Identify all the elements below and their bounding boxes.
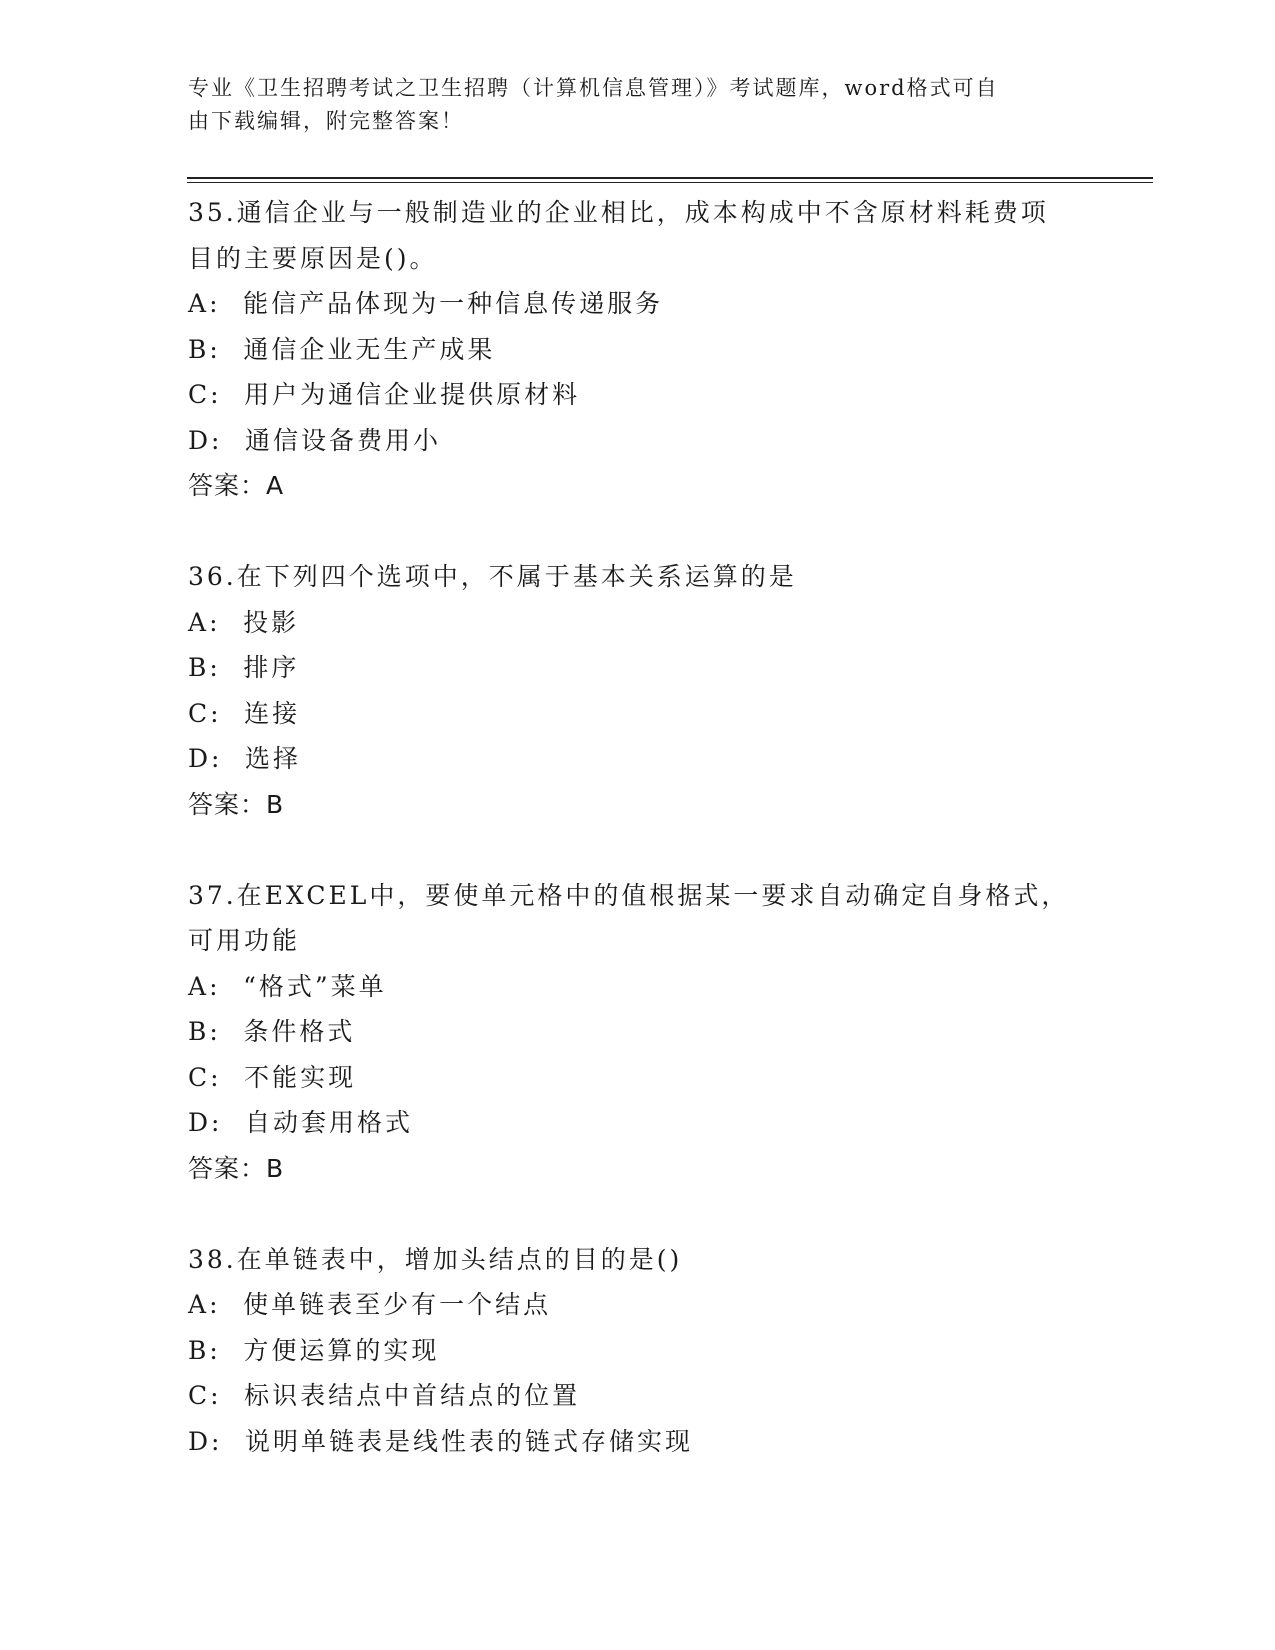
option-separator: : bbox=[209, 607, 221, 637]
question-stem-line: 38.在单链表中，增加头结点的目的是() bbox=[188, 1244, 683, 1274]
question-spacer bbox=[188, 1191, 1088, 1237]
option-text: 通信设备费用小 bbox=[245, 425, 442, 455]
header-line-1: 专业《卫生招聘考试之卫生招聘（计算机信息管理）》考试题库，word格式可自 bbox=[188, 76, 999, 100]
question-list bbox=[188, 190, 1088, 1464]
option-separator: : bbox=[210, 698, 222, 728]
answer-line: 答案：B bbox=[188, 1153, 285, 1183]
option-separator: : bbox=[211, 744, 223, 773]
option-d bbox=[188, 1100, 1088, 1146]
option-letter: B bbox=[188, 334, 210, 364]
option-letter: D bbox=[188, 744, 212, 773]
header-line-2: 由下载编辑，附完整答案！ bbox=[188, 109, 464, 133]
question-stem-line: 可用功能 bbox=[188, 926, 301, 955]
option-separator: : bbox=[209, 334, 221, 364]
question-block bbox=[188, 1237, 1088, 1465]
option-text: 选择 bbox=[245, 744, 302, 773]
option-text: 方便运算的实现 bbox=[243, 1335, 440, 1365]
option-text: 不能实现 bbox=[244, 1062, 357, 1092]
option-letter: A bbox=[188, 607, 210, 637]
option-text: 自动套用格式 bbox=[245, 1108, 414, 1137]
option-d bbox=[188, 1419, 1088, 1465]
option-letter: A bbox=[188, 1290, 210, 1319]
header-rule-thin bbox=[187, 182, 1153, 183]
option-text: 通信企业无生产成果 bbox=[243, 334, 496, 364]
option-separator: : bbox=[209, 1290, 221, 1319]
option-b bbox=[188, 645, 1088, 691]
question-stem-line: 35.通信企业与一般制造业的企业相比，成本构成中不含原材料耗费项 bbox=[188, 198, 1049, 227]
option-text: “格式”菜单 bbox=[243, 971, 387, 1001]
question-stem-line: 36.在下列四个选项中，不属于基本关系运算的是 bbox=[188, 562, 797, 591]
option-separator: : bbox=[211, 1108, 223, 1137]
option-letter: C bbox=[188, 1062, 211, 1092]
option-letter: D bbox=[188, 1426, 212, 1456]
option-a bbox=[188, 964, 1088, 1010]
option-separator: : bbox=[209, 1017, 221, 1046]
option-separator: : bbox=[209, 653, 221, 682]
option-separator: : bbox=[210, 380, 222, 409]
option-text: 排序 bbox=[243, 653, 300, 682]
option-text: 条件格式 bbox=[243, 1017, 356, 1046]
option-text: 连接 bbox=[244, 698, 301, 728]
option-text: 使单链表至少有一个结点 bbox=[243, 1290, 552, 1319]
option-separator: : bbox=[209, 1335, 221, 1365]
option-letter: D bbox=[188, 425, 212, 455]
option-separator: : bbox=[210, 1062, 222, 1092]
option-letter: C bbox=[188, 698, 211, 728]
option-c bbox=[188, 1055, 1088, 1101]
answer-line: 答案：A bbox=[188, 471, 285, 500]
option-text: 说明单链表是线性表的链式存储实现 bbox=[245, 1426, 694, 1456]
header-rule-thick bbox=[187, 177, 1153, 179]
option-letter: C bbox=[188, 380, 211, 409]
option-c bbox=[188, 1373, 1088, 1419]
option-b bbox=[188, 327, 1088, 373]
question-stem-line: 目的主要原因是()。 bbox=[188, 243, 438, 273]
option-text: 标识表结点中首结点的位置 bbox=[244, 1381, 581, 1410]
option-letter: D bbox=[188, 1108, 212, 1137]
option-letter: A bbox=[188, 289, 210, 318]
option-d bbox=[188, 736, 1088, 782]
option-separator: : bbox=[211, 1426, 223, 1456]
answer-line: 答案：B bbox=[188, 789, 285, 819]
question-spacer bbox=[188, 827, 1088, 873]
question-block bbox=[188, 554, 1088, 827]
document-header bbox=[188, 72, 1088, 138]
option-c bbox=[188, 372, 1088, 418]
option-separator: : bbox=[211, 425, 223, 455]
option-letter: B bbox=[188, 1335, 210, 1365]
question-stem-line: 37.在EXCEL中，要使单元格中的值根据某一要求自动确定自身格式， bbox=[188, 880, 1070, 910]
option-c bbox=[188, 691, 1088, 737]
option-a bbox=[188, 1282, 1088, 1328]
option-text: 能信产品体现为一种信息传递服务 bbox=[243, 289, 664, 318]
option-letter: C bbox=[188, 1381, 211, 1410]
option-letter: B bbox=[188, 1017, 210, 1046]
option-separator: : bbox=[210, 1381, 222, 1410]
question-block bbox=[188, 873, 1088, 1192]
option-b bbox=[188, 1328, 1088, 1374]
option-text: 用户为通信企业提供原材料 bbox=[244, 380, 581, 409]
option-letter: B bbox=[188, 653, 210, 682]
option-text: 投影 bbox=[243, 607, 300, 637]
option-separator: : bbox=[209, 289, 221, 318]
option-a bbox=[188, 600, 1088, 646]
option-b bbox=[188, 1009, 1088, 1055]
question-block bbox=[188, 190, 1088, 509]
option-letter: A bbox=[188, 971, 210, 1001]
option-a bbox=[188, 281, 1088, 327]
option-d bbox=[188, 418, 1088, 464]
option-separator: : bbox=[209, 971, 221, 1001]
question-spacer bbox=[188, 509, 1088, 555]
